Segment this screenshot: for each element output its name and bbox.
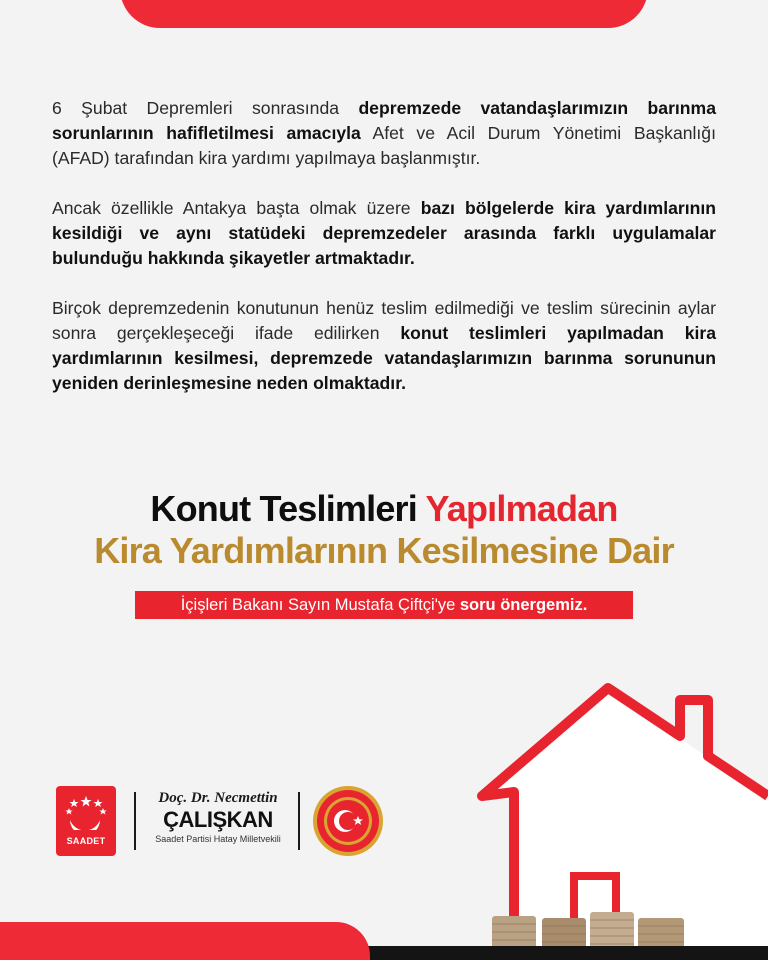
headline — [0, 488, 768, 572]
paragraph-2: Ancak özellikle Antakya başta olmak üzere bazı bölgelerde kira yardımlarının kesildiği ve aynı statüdeki depremzedeler arasında farklı uygulamalar bulunduğu hakkında şikayetler artmaktadır. — [52, 198, 716, 268]
bottom-red-tab — [0, 922, 370, 960]
top-red-tab — [120, 0, 648, 28]
paragraph-1: 6 Şubat Depremleri sonrasında depremzede vatandaşlarımızın barınma sorunlarının hafifletilmesi amacıyla Afet ve Acil Durum Yönetimi Başkanlığı (AFAD) tarafından kira yardımı yapılmaya başlanmıştır. — [52, 98, 716, 168]
headline-line-2: Kira Yardımlarının Kesilmesine Dair — [94, 530, 674, 571]
subtitle-banner: İçişleri Bakanı Sayın Mustafa Çiftçi'ye soru önergemiz. — [135, 591, 633, 619]
saadet-party-logo — [56, 786, 116, 856]
signature-role: Saadet Partisi Hatay Milletvekili — [155, 834, 281, 844]
signature-surname: ÇALIŞKAN — [163, 807, 273, 832]
party-name: SAADET — [66, 836, 106, 846]
divider-right — [298, 792, 300, 850]
headline-line-1: Konut Teslimleri Yapılmadan — [150, 488, 618, 529]
article-body — [52, 96, 716, 421]
paragraph-3: Birçok depremzedenin konutunun henüz teslim edilmediği ve teslim sürecinin aylar sonra gerçekleşeceği ifade edilirken konut teslimleri yapılmadan kira yardımlarının kesilmesi, depremzede vatandaşlarımızın barınma sorununun yeniden derinleşmesine neden olmaktadır. — [52, 298, 717, 393]
parliament-seal — [312, 785, 384, 857]
crescent-stars-icon — [56, 790, 116, 830]
divider-left — [134, 792, 136, 850]
signature-block — [148, 790, 288, 844]
tbmm-seal-icon — [312, 785, 384, 857]
signature-title: Doç. Dr. Necmettin — [158, 790, 278, 806]
